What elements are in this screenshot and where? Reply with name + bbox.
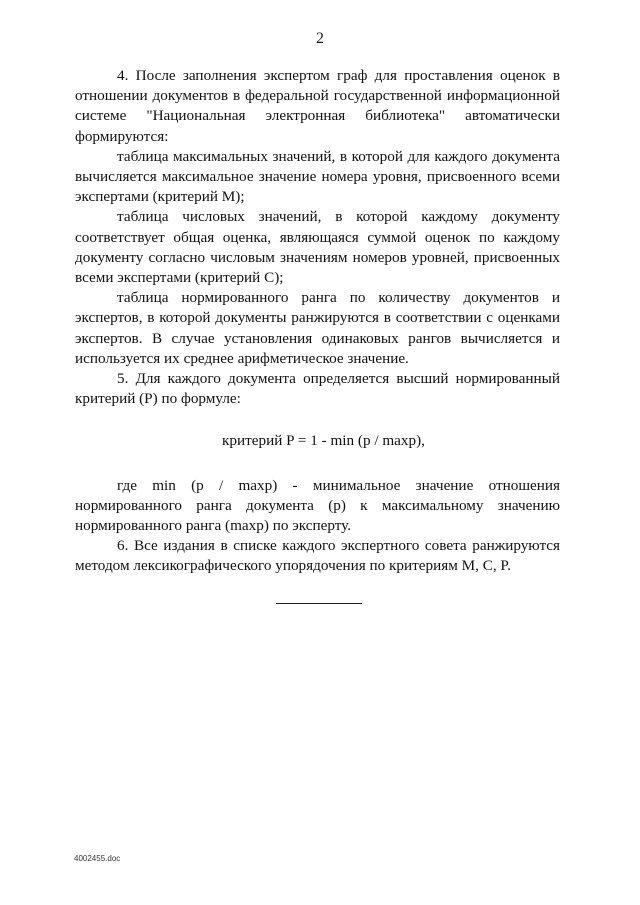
paragraph-4-intro: 4. После заполнения экспертом граф для проставления оценок в отношении документов в федеральной государственной информационной системе "Национальная электронная библиотека" автоматически формируются:: [75, 67, 560, 145]
paragraph-6-ranking: 6. Все издания в списке каждого экспертного совета ранжируются методом лексикографического упорядочения по критериям M, C, P.: [75, 537, 560, 575]
paragraph-max-values-table: таблица максимальных значений, в которой для каждого документа вычисляется максимальное значение номера уровня, присвоенного всеми экспертами (критерий M);: [75, 147, 560, 206]
paragraph-formula-explanation: где min (p / maxp) - минимальное значение отношения нормированного ранга документа (p) к максимальному значению нормированного ранга (maxp) по эксперту.: [75, 476, 560, 535]
paragraph-5-criterion: 5. Для каждого документа определяется высший нормированный критерий (P) по формуле:: [75, 370, 560, 408]
document-code: 4002455.doc: [74, 854, 121, 863]
end-divider: [276, 603, 362, 604]
paragraph-numeric-values-table: таблица числовых значений, в которой каждому документу соответствует общая оценка, являющаяся суммой оценок по каждому документу согласно числовым значениям номеров уровней, присвоенных всеми экспертами (критерий C);: [75, 208, 560, 287]
page-number: 2: [316, 30, 324, 47]
paragraph-normalized-rank-table: таблица нормированного ранга по количеству документов и экспертов, в которой документы ранжируются в соответствии с оценками экспертов. В случае установления одинаковых рангов вычисляется и используется их среднее арифметическое значение.: [75, 289, 560, 367]
formula: критерий P = 1 - min (p / maxp),: [222, 432, 425, 450]
document-body: [75, 66, 560, 577]
